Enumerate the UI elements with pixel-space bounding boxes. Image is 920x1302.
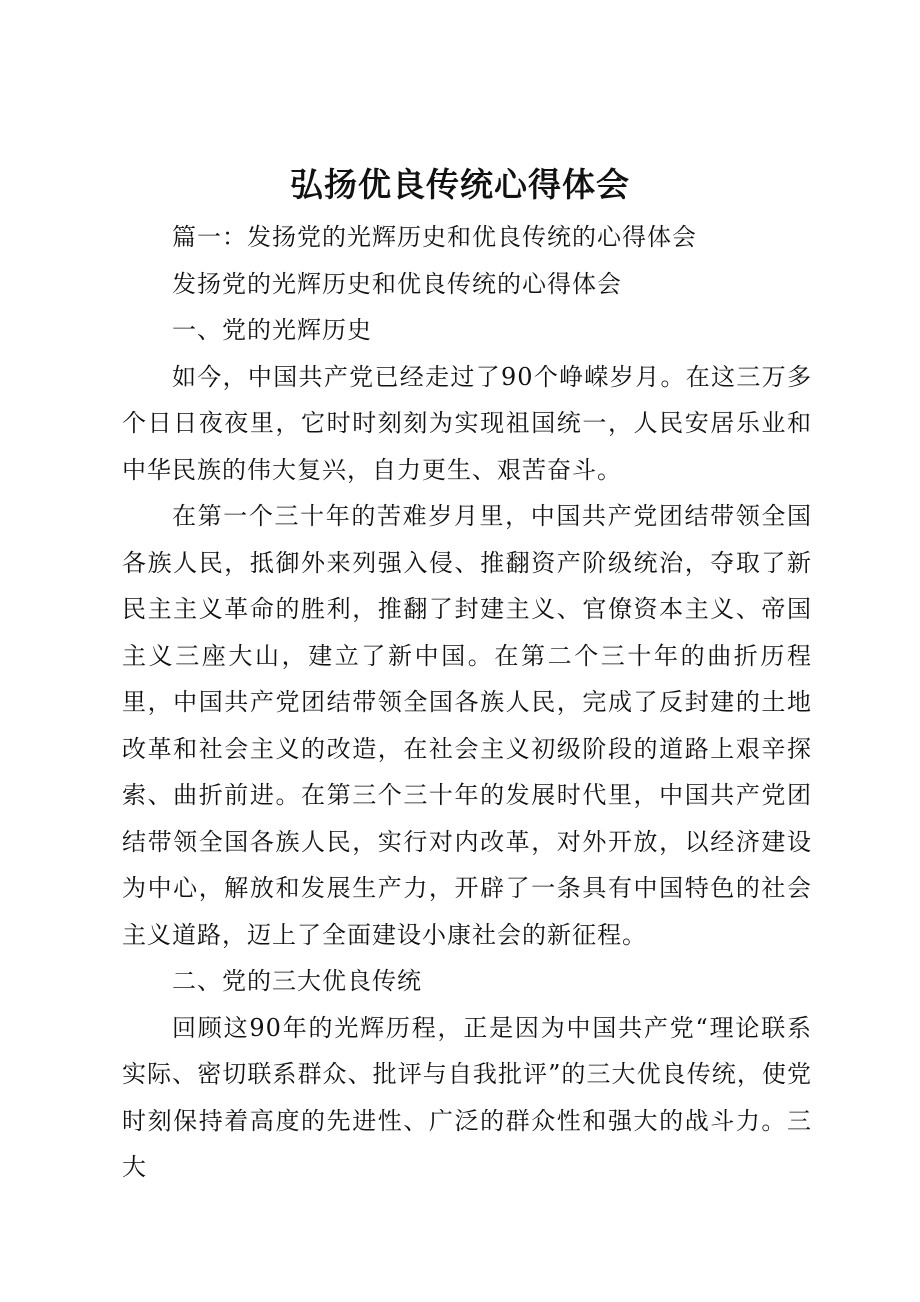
section-heading-history: 一、党的光辉历史 — [172, 316, 372, 344]
paragraph-subtitle: 发扬党的光辉历史和优良传统的心得体会 — [172, 269, 622, 298]
document-title: 弘扬优良传统心得体会 — [290, 165, 630, 204]
paragraph-part-heading: 篇一：发扬党的光辉历史和优良传统的心得体会 — [172, 223, 697, 251]
paragraph-review: 回顾这90年的光辉历程，正是因为中国共产党“理论联系实际、密切联系群众、批评与自我批评”的三大优良传统，使党时刻保持着高度的先进性、广泛的群众性和强大的战斗力。三大 — [122, 1013, 812, 1181]
paragraph-three-decades: 在第一个三十年的苦难岁月里，中国共产党团结带领全国各族人民，抵御外来列强入侵、推翻资产阶级统治，夺取了新民主主义革命的胜利，推翻了封建主义、官僚资本主义、帝国主义三座大山，建立了新中国。在第二个三十年的曲折历程里，中国共产党团结带领全国各族人民，完成了反封建的土地改革和社会主义的改造，在社会主义初级阶段的道路上艰辛探索、曲折前进。在第三个三十年的发展时代里，中国共产党团结带领全国各族人民，实行对内改革，对外开放，以经济建设为中心，解放和发展生产力，开辟了一条具有中国特色的社会主义道路，迈上了全面建设小康社会的新征程。 — [122, 502, 812, 949]
paragraph-intro: 如今，中国共产党已经走过了90个峥嵘岁月。在这三万多个日日夜夜里，它时时刻刻为实现祖国统一，人民安居乐业和中华民族的伟大复兴，自力更生、艰苦奋斗。 — [122, 362, 812, 484]
document-body — [122, 214, 812, 1191]
section-heading-traditions: 二、党的三大优良传统 — [172, 967, 422, 995]
